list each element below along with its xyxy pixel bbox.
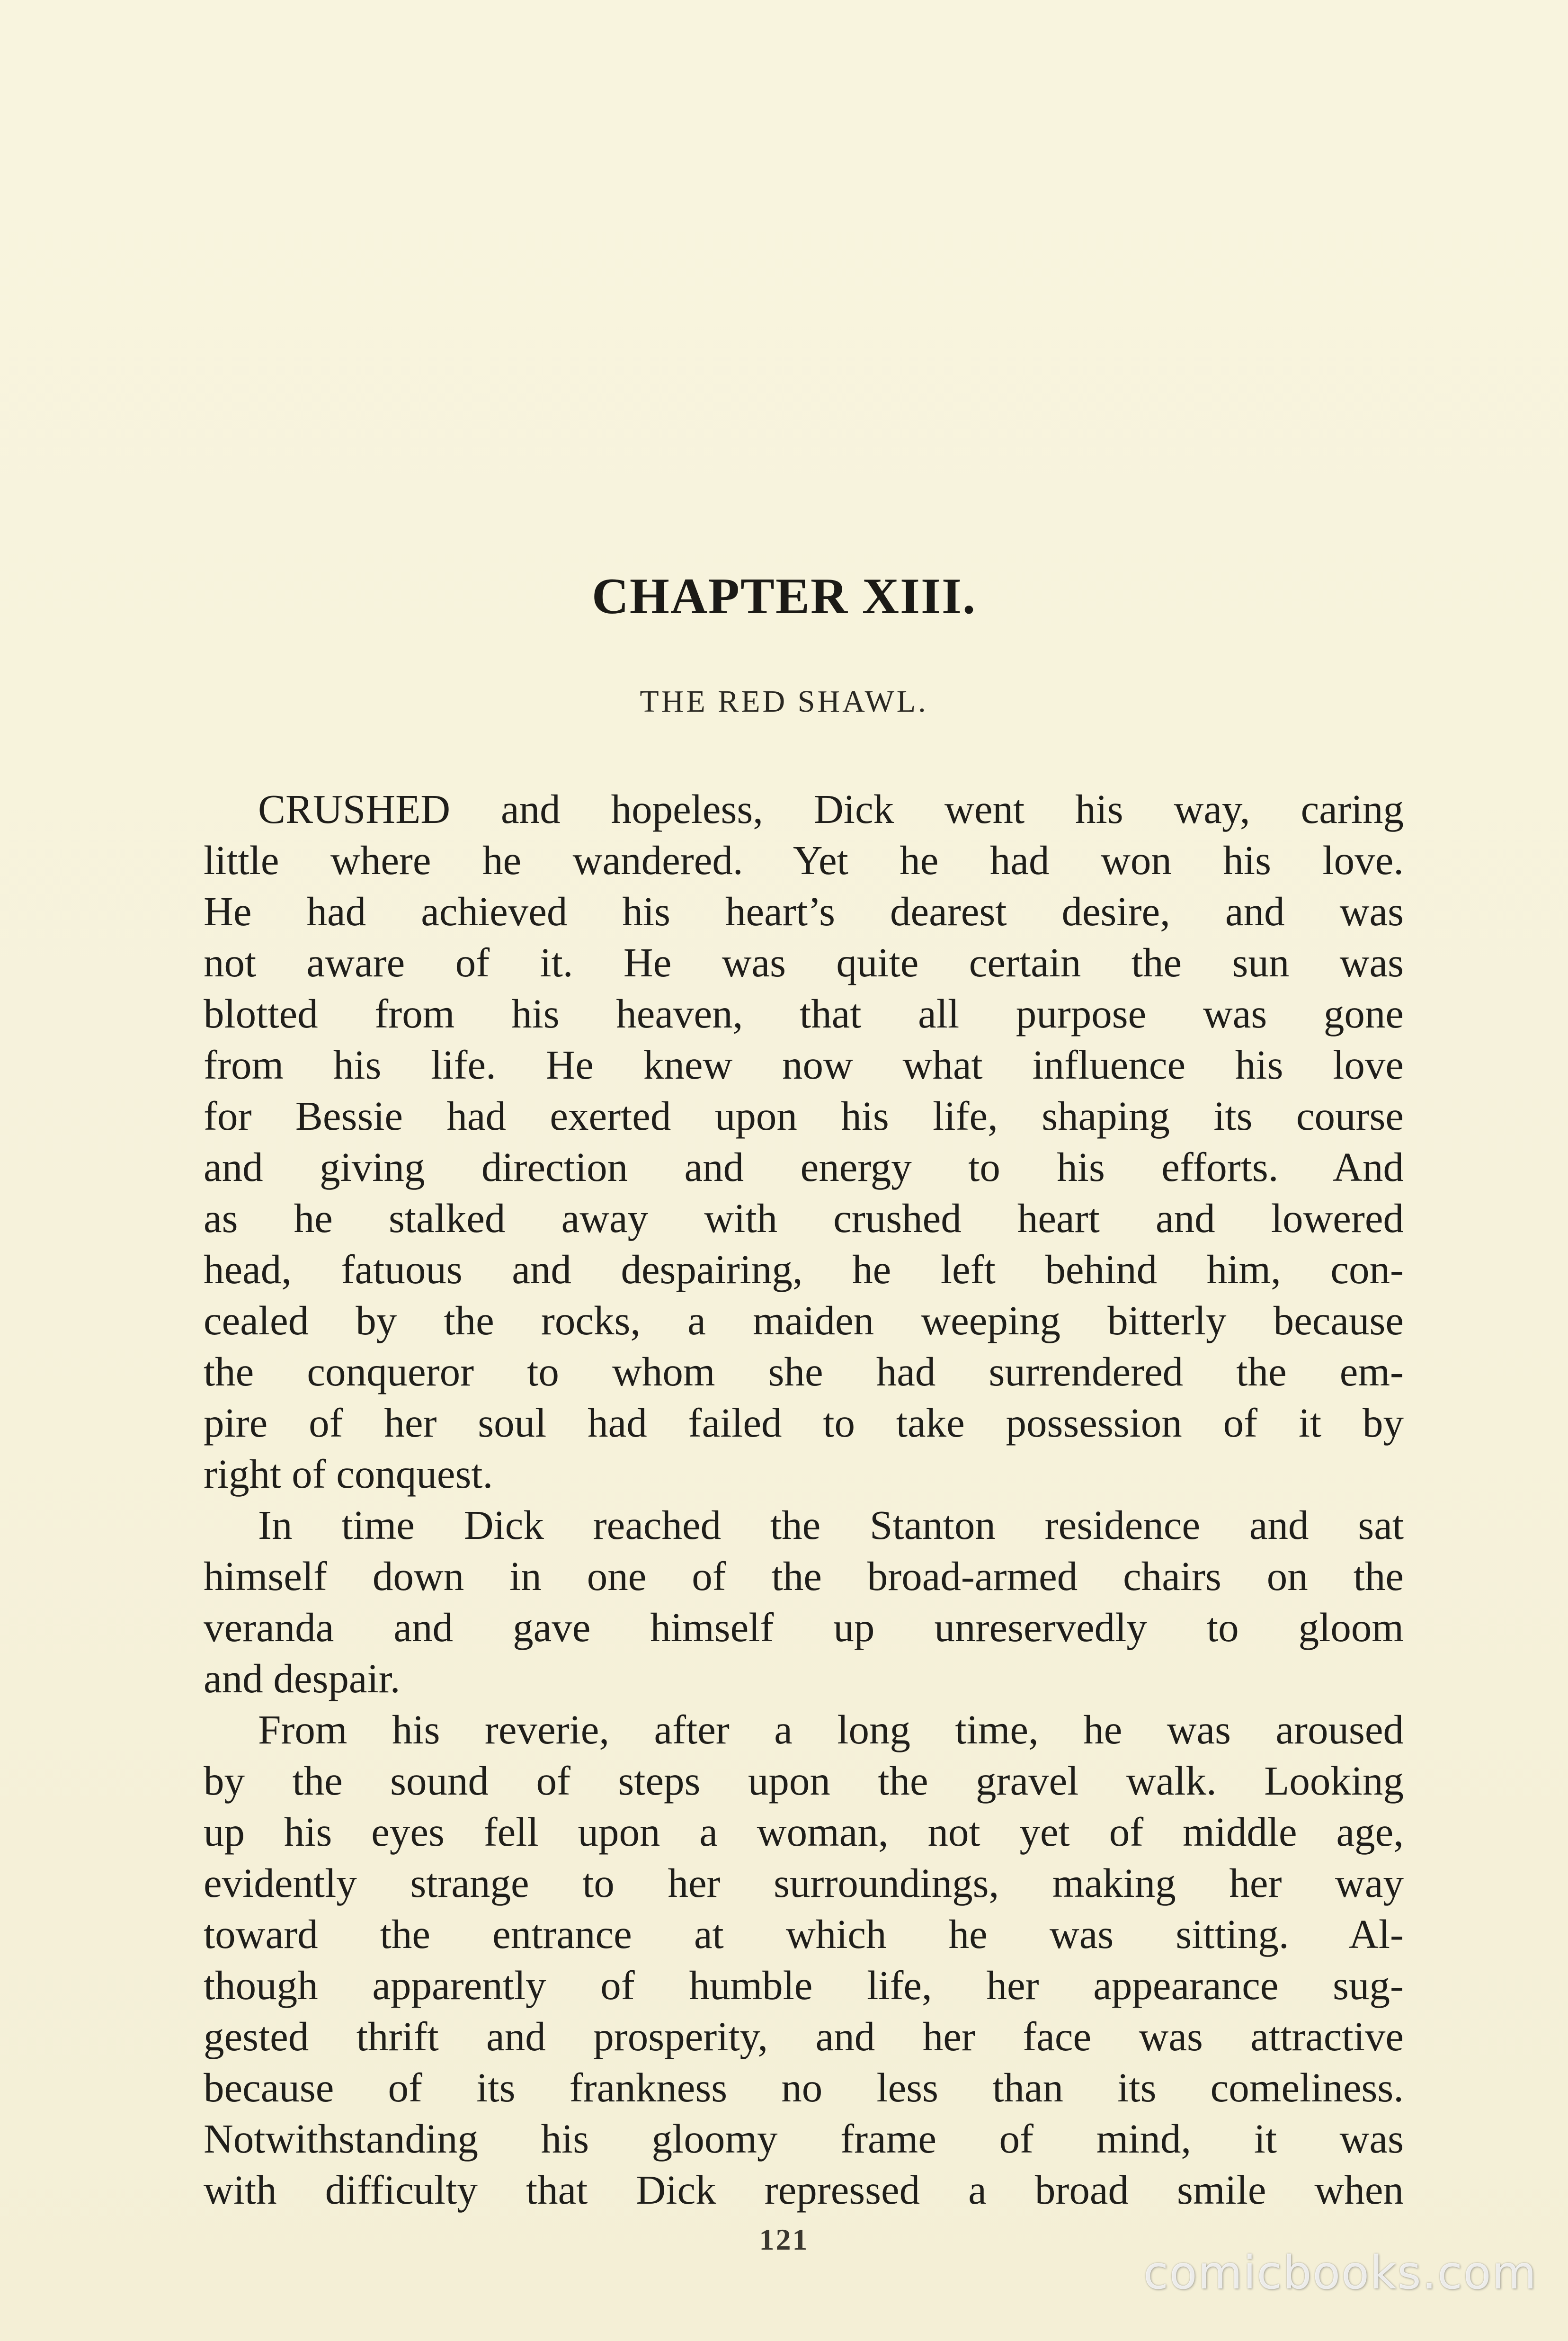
text-line: the conqueror to whom she had surrendered the em- xyxy=(204,1349,1404,1394)
text-line: by the sound of steps upon the gravel walk. Looking xyxy=(204,1758,1404,1804)
text-line: and despair. xyxy=(204,1655,401,1701)
text-line: pire of her soul had failed to take possession of it by xyxy=(204,1400,1404,1446)
text-line: evidently strange to her surroundings, making her way xyxy=(204,1860,1404,1906)
text-line: blotted from his heaven, that all purpose was gone xyxy=(204,991,1404,1036)
text-line: not aware of it. He was quite certain the sun was xyxy=(204,939,1404,985)
text-line: cealed by the rocks, a maiden weeping bitterly because xyxy=(204,1297,1404,1343)
chapter-subtitle: THE RED SHAWL. xyxy=(640,684,928,719)
page-number: 121 xyxy=(759,2223,809,2256)
text-line: CRUSHED and hopeless, Dick went his way, caring xyxy=(258,786,1404,832)
text-line: right of conquest. xyxy=(204,1451,493,1497)
chapter-body xyxy=(204,784,1404,2216)
text-line: gested thrift and prosperity, and her face was attractive xyxy=(204,2013,1404,2059)
text-line: little where he wandered. Yet he had won his love. xyxy=(204,837,1404,883)
text-line: Notwithstanding his gloomy frame of mind, it was xyxy=(204,2116,1404,2162)
chapter-heading: CHAPTER XIII. xyxy=(591,568,977,625)
text-line: up his eyes fell upon a woman, not yet of middle age, xyxy=(204,1809,1404,1855)
text-line: head, fatuous and despairing, he left behind him, con- xyxy=(204,1246,1404,1292)
text-line: veranda and gave himself up unreservedly to gloom xyxy=(204,1604,1404,1650)
text-line: toward the entrance at which he was sitting. Al- xyxy=(204,1911,1404,1957)
text-line: In time Dick reached the Stanton residence and sat xyxy=(258,1502,1404,1548)
text-line: He had achieved his heart’s dearest desire, and was xyxy=(204,888,1404,934)
watermark: comicbooks.com xyxy=(1143,2246,1537,2299)
text-line: From his reverie, after a long time, he was aroused xyxy=(258,1707,1404,1752)
text-line: as he stalked away with crushed heart and lowered xyxy=(204,1195,1404,1241)
text-line: for Bessie had exerted upon his life, shaping its course xyxy=(204,1093,1404,1139)
text-line: from his life. He knew now what influence his love xyxy=(204,1042,1404,1088)
text-line: himself down in one of the broad-armed chairs on the xyxy=(204,1553,1404,1599)
text-line: and giving direction and energy to his efforts. And xyxy=(204,1144,1404,1190)
text-line: with difficulty that Dick repressed a broad smile when xyxy=(204,2167,1404,2213)
text-line: though apparently of humble life, her appearance sug- xyxy=(204,1962,1404,2008)
text-line: because of its frankness no less than its comeliness. xyxy=(204,2064,1404,2110)
